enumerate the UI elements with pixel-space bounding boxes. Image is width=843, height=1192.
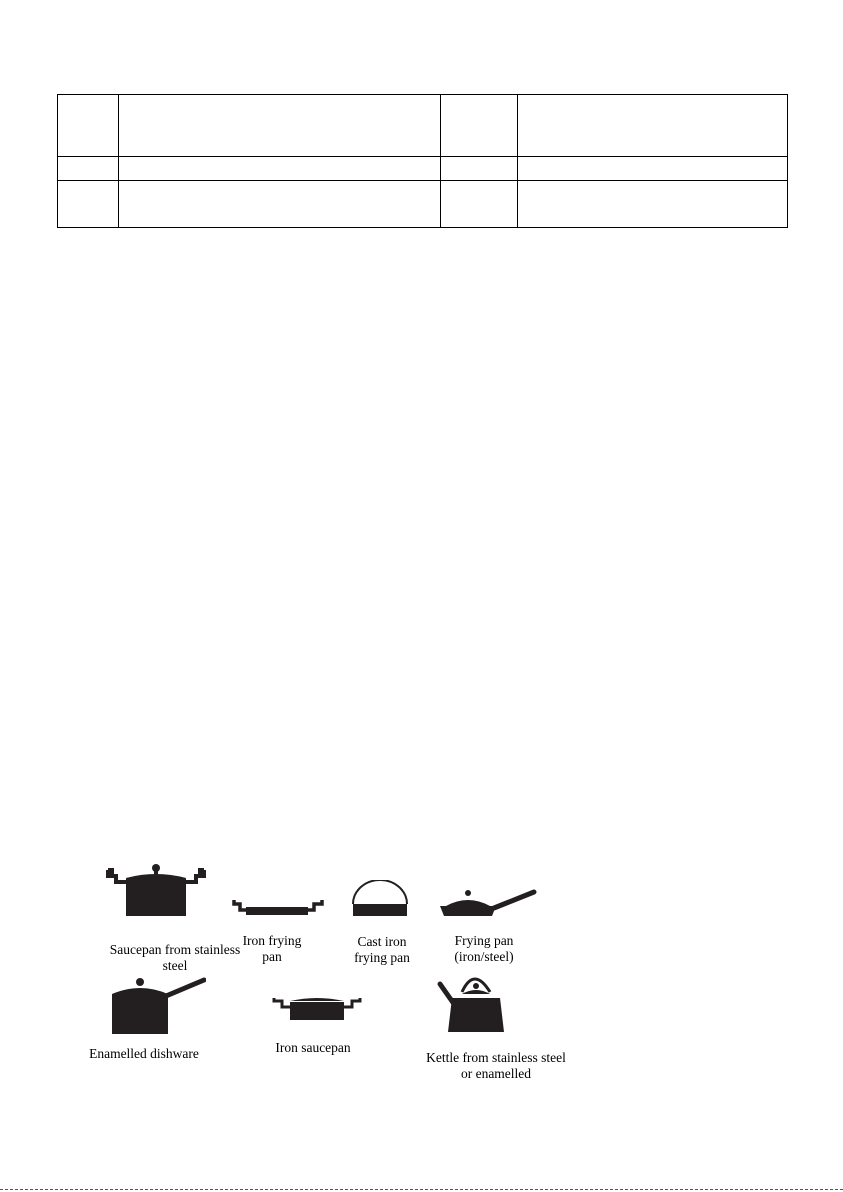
iron-saucepan-icon xyxy=(270,995,364,1023)
caption-line: pan xyxy=(262,949,282,964)
kettle-icon xyxy=(436,970,508,1036)
table-cell xyxy=(119,157,441,181)
caption-line: or enamelled xyxy=(460,1066,532,1081)
enamelled-dishware-icon xyxy=(110,974,206,1036)
caption-line: Cast iron xyxy=(357,934,407,949)
caption-line: steel xyxy=(162,958,188,973)
caption-line: Frying pan xyxy=(454,933,514,948)
cookware-caption xyxy=(76,1046,212,1062)
info-table xyxy=(57,94,788,228)
caption-line: Kettle from stainless steel xyxy=(426,1050,566,1065)
cookware-caption xyxy=(341,934,423,966)
caption-line: Saucepan from stainless xyxy=(109,942,241,957)
table-row xyxy=(58,181,788,228)
cookware-caption xyxy=(230,933,314,965)
caption-line: Iron saucepan xyxy=(275,1040,351,1055)
table-cell xyxy=(58,157,119,181)
table-cell xyxy=(58,181,119,228)
table-cell xyxy=(441,181,518,228)
caption-line: Enamelled dishware xyxy=(89,1046,199,1061)
cast-iron-frying-pan-icon xyxy=(351,880,409,920)
table-cell xyxy=(518,95,788,157)
caption-line: (iron/steel) xyxy=(454,949,514,964)
caption-line: Iron frying xyxy=(242,933,302,948)
table-cell xyxy=(119,95,441,157)
table-cell xyxy=(441,95,518,157)
table-cell xyxy=(441,157,518,181)
table-cell xyxy=(518,181,788,228)
table-row xyxy=(58,95,788,157)
saucepan-icon xyxy=(104,862,208,920)
cookware-caption xyxy=(258,1040,368,1056)
table-cell xyxy=(518,157,788,181)
cookware-caption xyxy=(100,942,250,974)
iron-frying-pan-icon xyxy=(230,898,326,920)
table-cell xyxy=(119,181,441,228)
cookware-caption xyxy=(408,1050,584,1082)
cookware-caption xyxy=(438,933,530,965)
page-bottom-divider xyxy=(0,1189,843,1190)
frying-pan-icon xyxy=(438,886,538,920)
table-cell xyxy=(58,95,119,157)
table-row xyxy=(58,157,788,181)
caption-line: frying pan xyxy=(354,950,410,965)
